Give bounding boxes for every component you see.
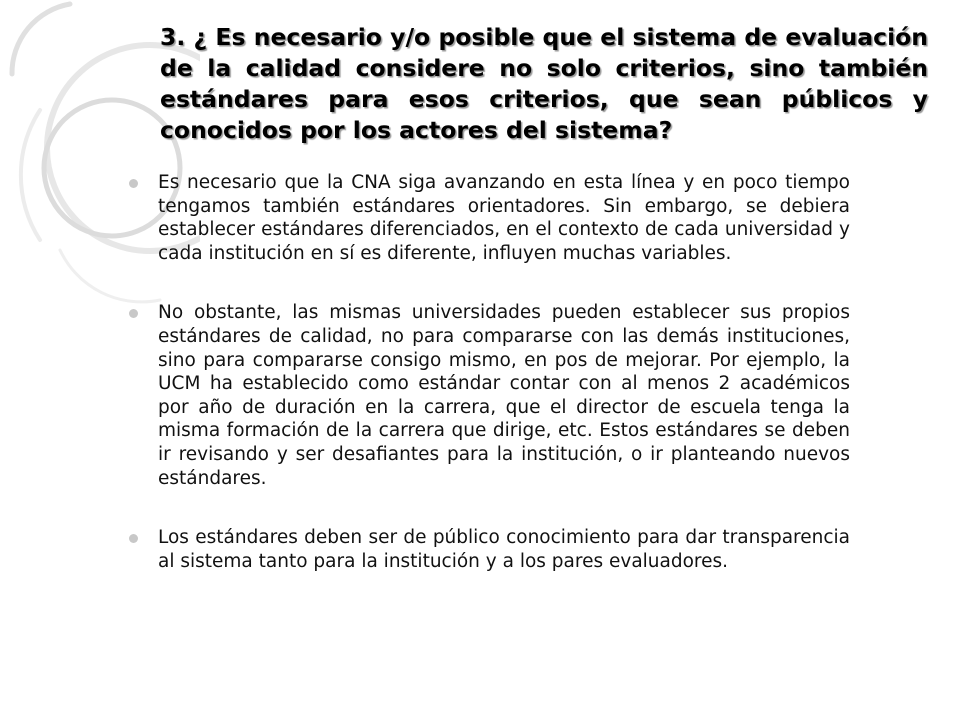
- deco-arc-left: [21, 110, 40, 240]
- bullet-item: [158, 526, 850, 573]
- bullet-text: Es necesario que la CNA siga avanzando en esta línea y en poco tiempo tengamos también estándares orientadores. Sin embargo, se debiera establecer estándares diferenciados, en el contexto de cada universidad y cada institución en sí es diferente, influyen muchas variables.: [158, 172, 850, 264]
- slide-title: 3. ¿ Es necesario y/o posible que el sistema de evaluación de la calidad considere no solo criterios, sino también estándares para esos criterios, que sean públicos y conocidos por los actores del sistema?: [160, 23, 928, 144]
- bullet-dot-icon: [129, 179, 138, 188]
- deco-arc-lower: [60, 250, 160, 302]
- bullet-item: [158, 171, 850, 265]
- bullet-text: Los estándares deben ser de público conocimiento para dar transparencia al sistema tanto para la institución y a los pares evaluadores.: [158, 527, 850, 572]
- bullet-item: [158, 301, 850, 490]
- bullet-list: [158, 171, 850, 573]
- bullet-dot-icon: [129, 534, 138, 543]
- bullet-text: No obstante, las mismas universidades pueden establecer sus propios estándares de calidad, no para compararse con las demás instituciones, sino para compararse consigo mismo, en pos de mejorar. Por ejemplo, la UCM ha establecido como estándar contar con al menos 2 académicos por año de duración en la carrera, que el director de escuela tenga la misma formación de la carrera que dirige, etc. Estos estándares se deben ir revisando y ser desafiantes para la institución, o ir planteando nuevos estándares.: [158, 302, 850, 489]
- deco-arc-top: [12, 4, 70, 74]
